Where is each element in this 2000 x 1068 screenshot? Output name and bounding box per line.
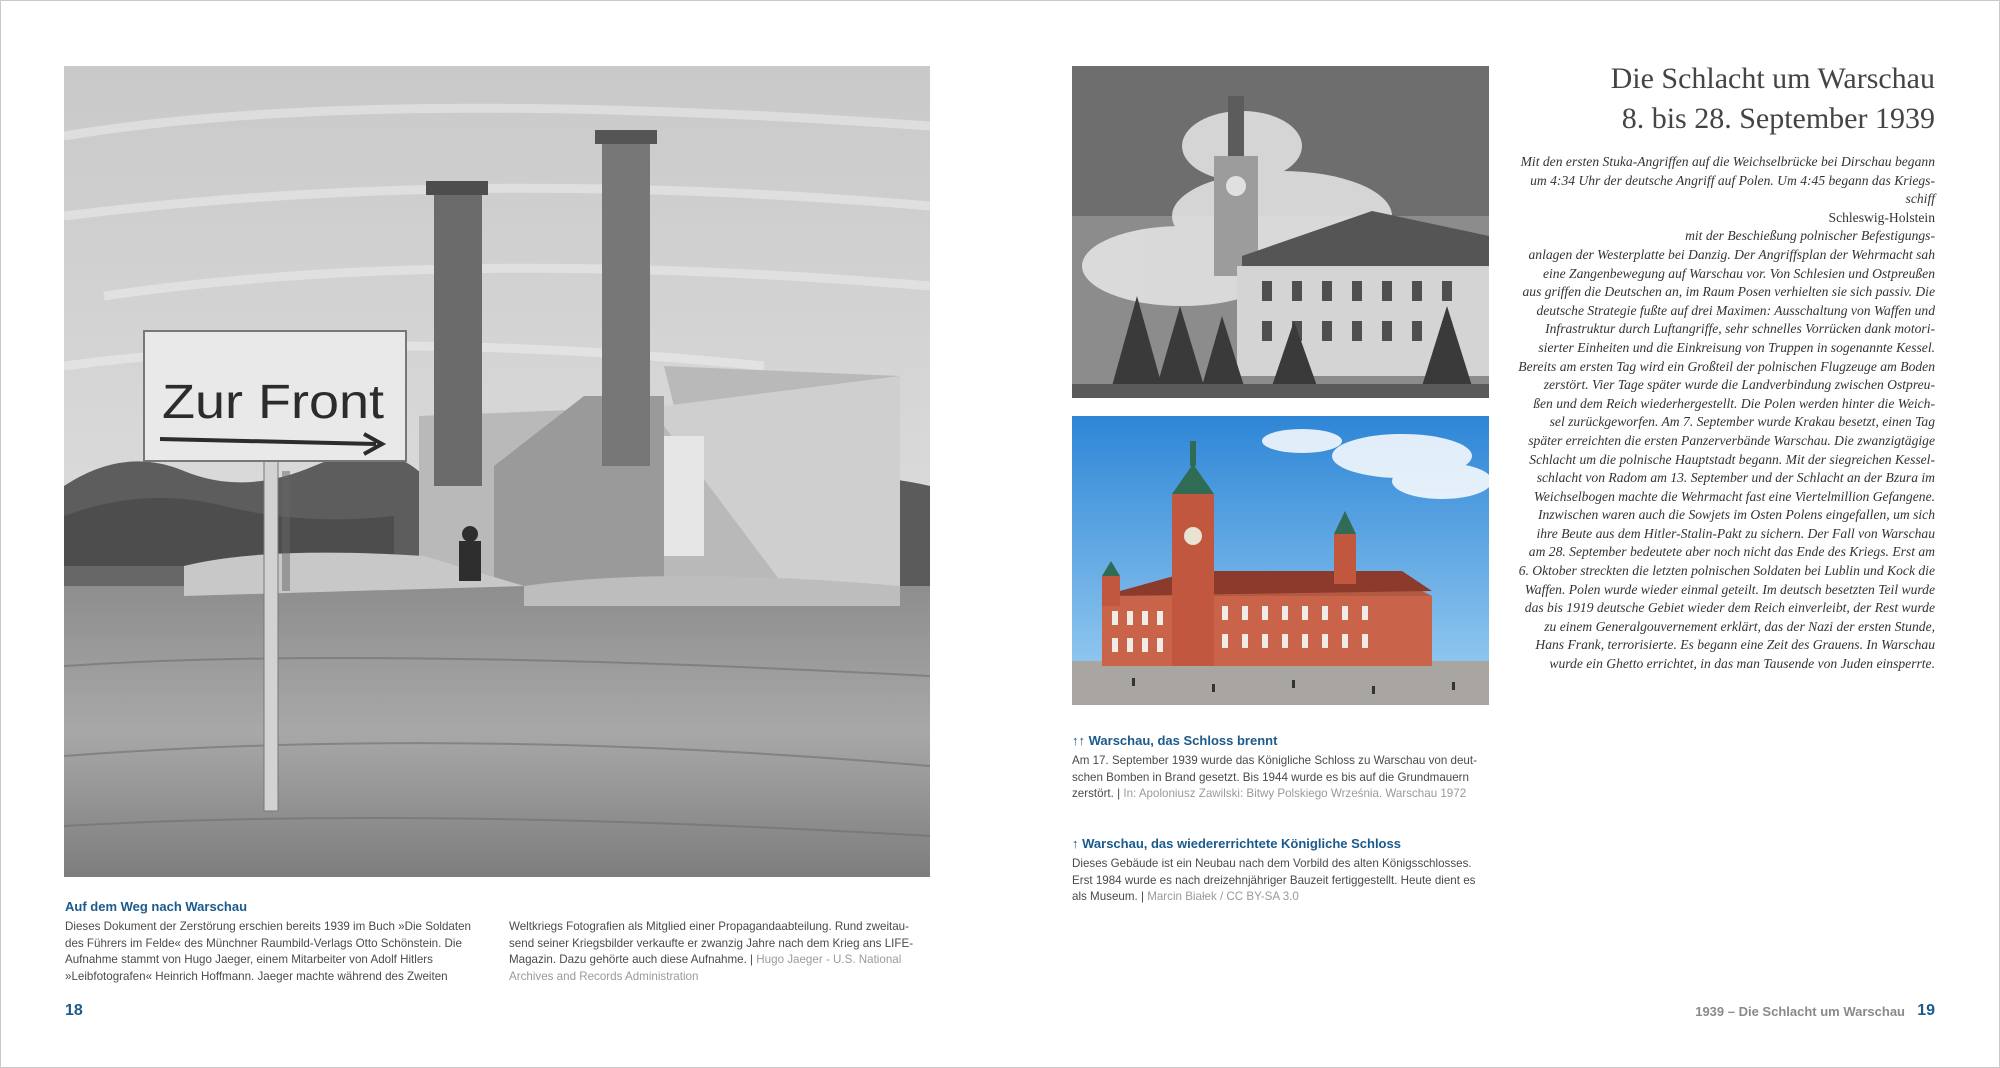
body-fragment: mit der Beschießung polnischer Befestigungs- bbox=[1685, 228, 1935, 244]
body-line: 6. Oktober streckten die letzten polnischen Soldaten bei Lublin und Kock die bbox=[1518, 563, 1935, 579]
page-number-left: 18 bbox=[65, 1002, 83, 1019]
photo-credit: Archives and Records Administration bbox=[509, 969, 699, 983]
body-line: sierter Einheiten und die Einkreisung von Truppen in sogenannte Kessel. bbox=[1538, 339, 1935, 355]
caption-line: Dieses Gebäude ist ein Neubau nach dem Vorbild des alten Königsschlosses. bbox=[1072, 857, 1472, 870]
body-line: Inzwischen waren auch die Sowjets im Osten Polens eingefallen, um sich bbox=[1537, 507, 1935, 523]
body-line: am 28. September bedeutete aber noch nicht das Ende des Kriegs. Erst am bbox=[1528, 544, 1935, 560]
caption-line: Am 17. September 1939 wurde das Königliche Schloss zu Warschau von deut- bbox=[1072, 754, 1477, 767]
caption-line: send seiner Kriegsbilder verkaufte er zwanzig Jahre nach dem Krieg ans LIFE- bbox=[509, 936, 914, 950]
ship-name: Schleswig-Holstein bbox=[1828, 209, 1935, 225]
body-line: eine Zangenbewegung auf Warschau vor. Von Schlesien und Ostpreußen bbox=[1542, 265, 1935, 281]
body-line: schlacht von Radom am 13. September und der Schlacht an der Bzura im bbox=[1536, 470, 1935, 486]
body-line bbox=[1495, 190, 1935, 246]
photo-zur-front-sign bbox=[64, 66, 930, 877]
caption-text-front-col1 bbox=[65, 919, 471, 985]
photo-credit: Marcin Białek / CC BY-SA 3.0 bbox=[1147, 890, 1299, 903]
caption-line: schen Bomben in Brand gesetzt. Bis 1944 wurde es bis auf die Grundmauern bbox=[1072, 770, 1469, 784]
heading-line: Die Schlacht um Warschau bbox=[1610, 62, 1935, 95]
caption-text-rebuilt bbox=[1072, 856, 1475, 906]
caption-line: zerstört. | bbox=[1072, 787, 1121, 800]
photo-credit: In: Apoloniusz Zawilski: Bitwy Polskiego Września. Warschau 1972 bbox=[1123, 787, 1467, 800]
body-line: Bereits am ersten Tag wird ein Großteil der polnischen Flugzeuge am Boden bbox=[1518, 358, 1935, 374]
photo-credit: Hugo Jaeger - U.S. National bbox=[756, 953, 902, 966]
body-line: um 4:34 Uhr der deutsche Angriff auf Polen. Um 4:45 begann das Kriegs- bbox=[1530, 172, 1935, 188]
body-fragment: schiff bbox=[1905, 191, 1935, 207]
page-number-right: 19 bbox=[1917, 1002, 1935, 1019]
caption-line: Erst 1984 wurde es nach dreizehnjähriger Bauzeit fertiggestellt. Heute dient es bbox=[1072, 873, 1476, 887]
caption-line: Weltkriegs Fotografien als Mitglied einer Propagandaabteilung. Rund zweitau- bbox=[509, 920, 909, 933]
caption-line: Magazin. Dazu gehörte auch diese Aufnahme. | bbox=[509, 953, 754, 966]
body-line: später erreichten die ersten Panzerverbände Warschau. Die zwanzigtägige bbox=[1528, 432, 1935, 448]
chapter-heading bbox=[1611, 59, 1935, 139]
caption-title-front: Auf dem Weg nach Warschau bbox=[65, 899, 248, 914]
body-line: anlagen der Westerplatte bei Danzig. Der Angriffsplan der Wehrmacht sah bbox=[1528, 246, 1935, 262]
body-line: Mit den ersten Stuka-Angriffen auf die Weichselbrücke bei Dirschau begann bbox=[1520, 154, 1935, 169]
caption-line: Aufnahme stammt von Hugo Jaeger, einem Mitarbeiter von Adolf Hitlers bbox=[65, 953, 433, 966]
caption-line: »Leibfotografen« Heinrich Hoffmann. Jaeger machte während des Zweiten bbox=[65, 969, 448, 983]
body-line: Weichselbogen machte die Wehrmacht fast eine Viertelmillion Gefangene. bbox=[1533, 488, 1935, 504]
heading-line: 8. bis 28. September 1939 bbox=[1621, 102, 1935, 135]
caption-line: als Museum. | bbox=[1072, 890, 1144, 903]
caption-line: Dieses Dokument der Zerstörung erschien bereits 1939 im Buch »Die Soldaten bbox=[65, 920, 471, 933]
body-line: ihre Beute aus dem Hitler-Stalin-Pakt zu sichern. Der Fall von Warschau bbox=[1536, 525, 1935, 541]
sign-text: Zur Front bbox=[162, 376, 384, 429]
caption-title-rebuilt: ↑ Warschau, das wiedererrichtete Königliche Schloss bbox=[1072, 836, 1401, 851]
running-head: 1939 – Die Schlacht um Warschau bbox=[1695, 1004, 1905, 1019]
body-line: ßen und dem Reich wiederhergestellt. Die Polen werden hinter die Weich- bbox=[1533, 395, 1935, 411]
body-line: Waffen. Polen wurde wieder einmal geteilt. Im deutsch besetzten Teil wurde bbox=[1524, 581, 1935, 597]
caption-text-burning bbox=[1072, 753, 1477, 803]
body-line: zerstört. Vier Tage später wurde die Landverbindung zwischen Ostpreu- bbox=[1543, 377, 1935, 393]
photo-rebuilt-castle bbox=[1072, 416, 1489, 705]
body-line: aus griffen die Deutschen an, im Raum Posen verhielten sie sich passiv. Die bbox=[1522, 284, 1935, 300]
body-line: wurde ein Ghetto errichtet, in das man Tausende von Juden einsperrte. bbox=[1549, 656, 1935, 672]
body-line: deutsche Strategie fußte auf drei Maximen: Ausschaltung von Waffen und bbox=[1536, 302, 1935, 318]
body-line: das bis 1919 deutsche Gebiet wieder dem Reich einverleibt, der Rest wurde bbox=[1524, 600, 1935, 616]
body-text bbox=[1495, 153, 1935, 674]
body-line: Infrastruktur durch Luftangriffe, sehr schnelles Vorrücken dank motori- bbox=[1545, 321, 1935, 337]
caption-line: des Führers im Felde« des Münchner Raumbild-Verlags Otto Schönstein. Die bbox=[65, 936, 462, 950]
body-line: zu einem Generalgouvernement erklärt, das der Nazi der ersten Stunde, bbox=[1544, 618, 1935, 634]
photo-burning-castle bbox=[1072, 66, 1489, 398]
caption-text-front-col2 bbox=[509, 919, 913, 985]
caption-title-burning: ↑↑ Warschau, das Schloss brennt bbox=[1072, 733, 1278, 748]
body-line: Hans Frank, terrorisierte. Es begann eine Zeit des Grauens. In Warschau bbox=[1535, 637, 1935, 653]
body-line: sel zurückgeworfen. Am 7. September wurde Krakau besetzt, einen Tag bbox=[1549, 414, 1935, 430]
body-line: Schlacht um die polnische Hauptstadt begann. Mit der siegreichen Kessel- bbox=[1529, 451, 1935, 467]
